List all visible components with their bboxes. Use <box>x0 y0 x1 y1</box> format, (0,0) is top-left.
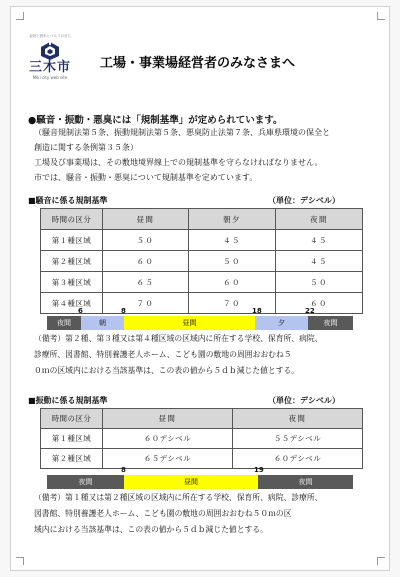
timeline-segment-night: 夜間 <box>47 475 124 489</box>
crop-mark <box>377 12 385 20</box>
logo-site-label: Miki city web site <box>32 75 68 80</box>
column-header: 朝夕 <box>189 209 276 230</box>
vibration-note-line: 域内における当該基準は、この表の値から５ｄｂ減じた値とする。 <box>34 525 268 534</box>
table-row: 第４種区域 ７０ ７０ ６０ <box>41 293 363 314</box>
vibration-section-title: ■振動に係る規制基準 <box>28 396 108 405</box>
intro-line: 市では、騒音・振動・悪臭について規制基準を定めています。 <box>34 173 258 182</box>
timeline-segment-day: 昼間 <box>124 316 255 330</box>
vibration-standards-table <box>40 408 363 469</box>
noise-standards-table <box>40 208 363 314</box>
page-title: 工場・事業場経営者のみなさまへ <box>100 56 296 71</box>
vibration-note-line: （備考）第１種又は第２種区域の区域内に所在する学校、保育所、病院、診療所、 <box>34 493 323 502</box>
timeline-segment-night: 夜間 <box>47 316 81 330</box>
city-emblem-icon <box>39 41 61 61</box>
table-row: 第２種区域 ６０ ５０ ４５ <box>41 251 363 272</box>
crop-mark <box>16 557 24 565</box>
column-header: 時間の区分 <box>41 209 103 230</box>
crop-mark <box>16 12 24 20</box>
noise-section-title: ■騒音に係る規制基準 <box>28 196 108 205</box>
noise-unit-label: （単位：デシベル） <box>268 196 340 205</box>
column-header: 夜間 <box>276 209 363 230</box>
timeline-hour-label: 6 <box>78 307 83 315</box>
timeline-segment-night: 夜間 <box>308 316 353 330</box>
column-header: 昼間 <box>103 209 189 230</box>
intro-line: 工場及び事業場は、その敷地境界線上での規制基準を守らなければなりません。 <box>34 158 323 167</box>
logo-city-name: 三木市 <box>28 60 71 75</box>
timeline-segment-morning: 朝 <box>81 316 124 330</box>
noise-note-line: 診療所、図書館、特別養護老人ホーム、こども園の敷地の周囲おおむね５ <box>34 350 292 359</box>
table-row: 第２種区域 ６５デシベル ６０デシベル <box>41 449 363 469</box>
timeline-segment-evening: 夕 <box>255 316 308 330</box>
city-logo <box>20 34 80 80</box>
table-row: 第３種区域 ６５ ６０ ５０ <box>41 272 363 293</box>
table-row: 第１種区域 ６０デシベル ５５デシベル <box>41 429 363 449</box>
timeline-hour-label: 8 <box>121 466 126 474</box>
timeline-hour-label: 22 <box>305 307 315 315</box>
logo-tagline: 金物と酒米とゴルフのまち <box>29 34 71 38</box>
noise-note-line: （備考）第２種、第３種又は第４種区域の区域内に所在する学校、保育所、病院、 <box>34 334 323 343</box>
column-header: 時間の区分 <box>41 409 103 429</box>
vibration-unit-label: （単位：デシベル） <box>268 396 340 405</box>
column-header: 昼間 <box>103 409 233 429</box>
table-row: 第１種区域 ５０ ４５ ４５ <box>41 230 363 251</box>
timeline-segment-day: 昼間 <box>124 475 258 489</box>
timeline-hour-label: 8 <box>121 307 126 315</box>
intro-heading: ●騒音・振動・悪臭には「規制基準」が定められています。 <box>28 115 283 126</box>
crop-mark <box>377 557 385 565</box>
timeline-hour-label: 18 <box>252 307 262 315</box>
intro-line: 創造に関する条例第３５条） <box>34 143 138 152</box>
intro-line: （騒音規制法第５条、振動規制法第５条、悪臭防止法第７条、兵庫県環境の保全と <box>34 128 330 137</box>
timeline-segment-night: 夜間 <box>258 475 353 489</box>
column-header: 夜間 <box>233 409 363 429</box>
vibration-note-line: 図書館、特別養護老人ホーム、こども園の敷地の周囲おおむね５０ｍの区 <box>34 509 292 518</box>
timeline-hour-label: 19 <box>254 466 264 474</box>
noise-note-line: ０ｍの区域内における当該基準は、この表の値から５ｄｂ減じた値とする。 <box>34 366 300 375</box>
